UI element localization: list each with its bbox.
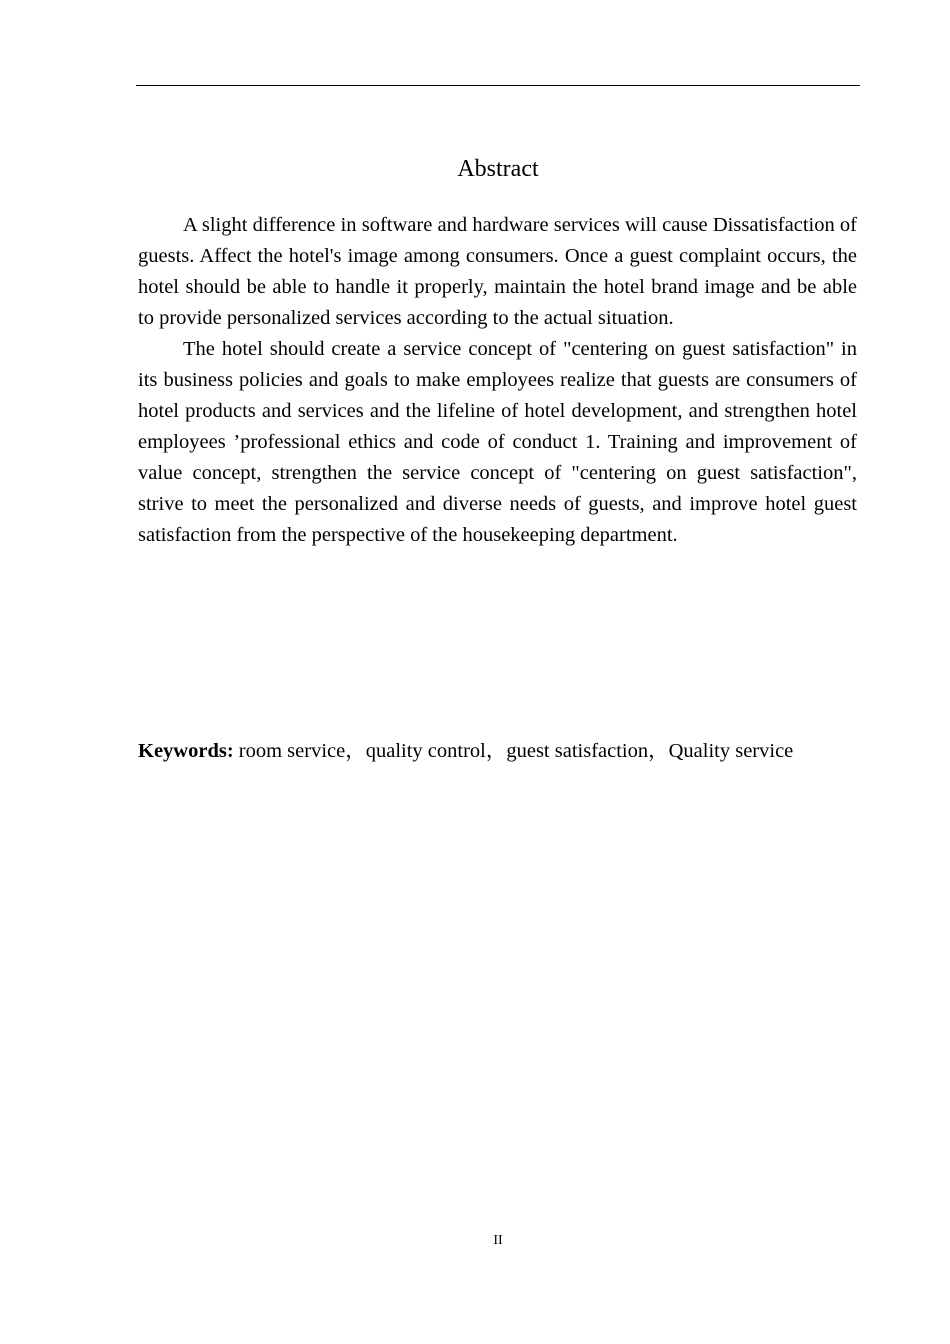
keywords-line bbox=[138, 736, 878, 767]
abstract-paragraph-2: The hotel should create a service concept of "centering on guest satisfaction" in its business policies and goals to make employees realize that guests are consumers of hotel products and services and the lifeline of hotel development, and strengthen hotel employees ’professional ethics and code of conduct 1. Training and improvement of value concept, strengthen the service concept of "centering on guest satisfaction", strive to meet the personalized and diverse needs of guests, and improve hotel guest satisfaction from the perspective of the housekeeping department. bbox=[138, 338, 857, 546]
header-rule bbox=[136, 85, 860, 86]
page-number: II bbox=[493, 1233, 503, 1248]
abstract-title: Abstract bbox=[457, 156, 539, 182]
abstract-paragraph-1: A slight difference in software and hardware services will cause Dissatisfaction of guests. Affect the hotel's image among consumers. Once a guest complaint occurs, the hotel should be able to handle it properly, maintain the hotel brand image and be able to provide personalized services according to the actual situation. bbox=[138, 214, 857, 329]
abstract-body bbox=[138, 210, 857, 551]
keywords-text: room service，quality control，guest satisfaction，Quality service bbox=[233, 740, 794, 762]
keywords-label: Keywords: bbox=[138, 740, 234, 762]
